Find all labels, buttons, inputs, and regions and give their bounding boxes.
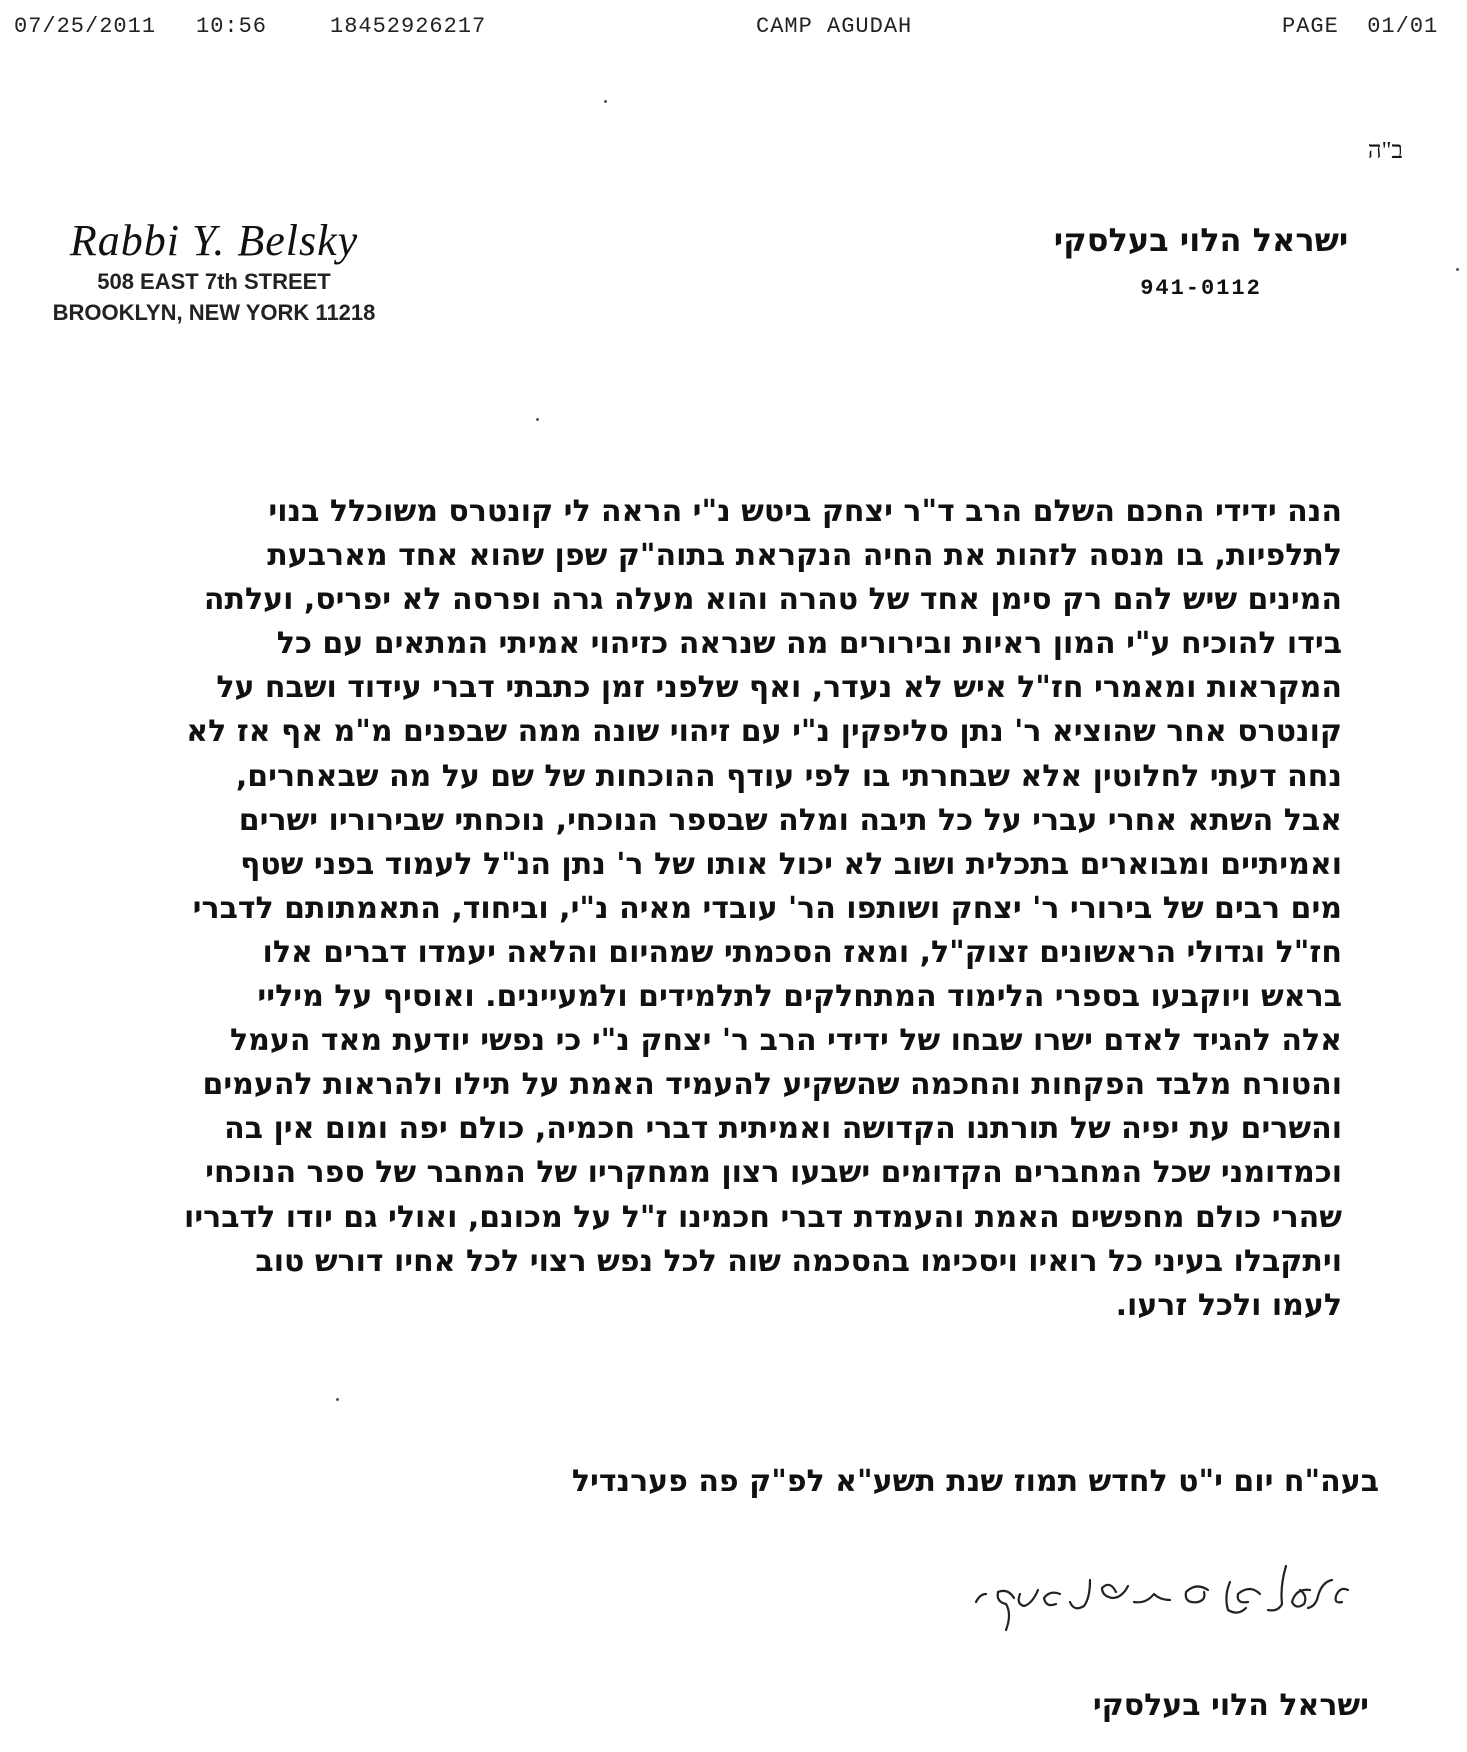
- scan-speck: [604, 100, 607, 103]
- body-line: והטורח מלבד הפקחות והחכמה שהשקיע להעמיד האמת על תילו ולהראות להעמים: [202, 1067, 1342, 1103]
- printed-signature-name: ישראל הלוי בעלסקי: [1092, 1688, 1369, 1723]
- hebrew-rabbi-name: ישראל הלוי בעלסקי: [1053, 221, 1349, 259]
- city-address: BROOKLYN, NEW YORK 11218: [52, 300, 376, 325]
- english-rabbi-name: Rabbi Y. Belsky: [69, 216, 359, 265]
- body-line: הנה ידידי החכם השלם הרב ד"ר יצחק ביטש נ"י הראה לי קונטרס משוכלל בנוי: [268, 494, 1342, 529]
- body-line: אלה להגיד לאדם ישרו שבחו של ידידי הרב ר' יצחק נ"י כי נפשי יודעת מאד העמל: [230, 1023, 1342, 1059]
- street-address: 508 EAST 7th STREET: [97, 269, 331, 294]
- body-line: חז"ל וגדולי הראשונים זצוק"ל, ומאז הסכמתי שמהיום והלאה יעמדו דברים אלו: [262, 934, 1342, 970]
- fax-header: [0, 10, 1467, 40]
- body-line: אבל השתא אחרי עברי על כל תיבה ומלה שבספר הנוכחי, נוכחתי שבירוריו ישרים: [238, 802, 1342, 838]
- body-line: ואמיתיים ומבוארים בתכלית ושוב לא יכול אותו של ר' נתן הנ"ל לעמוד בפני שטף: [240, 846, 1342, 882]
- fax-date: 07/25/2011: [14, 14, 157, 39]
- body-line: בידו להוכיח ע"י המון ראיות ובירורים מה שנראה כזיהוי אמיתי המתאים עם כל: [276, 626, 1342, 662]
- body-line: המקראות ומאמרי חז"ל איש לא נעדר, ואף שלפני זמן כתבתי דברי עידוד ושבח על: [216, 670, 1342, 706]
- fax-station-name: CAMP AGUDAH: [756, 14, 913, 39]
- body-line: בראש ויוקבעו בספרי הלימוד המתחלקים לתלמידים ולמעיינים. ואוסיף על מיליי: [257, 979, 1342, 1015]
- scan-speck: [336, 1398, 339, 1401]
- english-letterhead: [24, 216, 404, 328]
- hebrew-letterhead: [991, 218, 1411, 301]
- body-line: ויתקבלו בעיני כל רואיו ויסכימו בהסכמה שוה לכל נפש רצוי לכל אחיו דורש טוב: [255, 1243, 1342, 1279]
- body-line: וכמדומני שכל המחברים הקדומים ישבעו רצון ממחקריו של המחבר של ספר הנוכחי: [205, 1155, 1342, 1191]
- letter-body: [120, 490, 1342, 1328]
- dateline: בעה"ח יום י"ט לחדש תמוז שנת תשע"א לפ"ק פה פערנדיל: [571, 1464, 1379, 1499]
- body-line: קונטרס אחר שהוציא ר' נתן סליפקין נ"י עם זיהוי שונה ממה שבפנים מ"מ אף אז לא: [186, 714, 1342, 750]
- fax-time: 10:56: [196, 14, 268, 39]
- handwritten-signature: [960, 1560, 1360, 1670]
- body-line: והשרים עת יפיה של תורתנו הקדושה ואמיתית דברי חכמיה, כולם יפה ומום אין בה: [224, 1111, 1342, 1147]
- hebrew-letterhead-phone: 941-0112: [1140, 276, 1262, 301]
- body-line: לתלפיות, בו מנסה לזהות את החיה הנקראת בתוה"ק שפן שהוא אחד מארבעת: [267, 538, 1342, 574]
- scan-speck: [1456, 268, 1459, 271]
- bh-abbreviation: ב"ה: [1367, 138, 1403, 164]
- body-line: לעמו ולכל זרעו.: [1115, 1287, 1342, 1323]
- body-line: המינים שיש להם רק סימן אחד של טהרה והוא מעלה גרה ופרסה לא יפריס, ועלתה: [203, 582, 1342, 618]
- body-line: מים רבים של בירורי ר' יצחק ושותפו הר' עובדי מאיה נ"י, וביחוד, התאמתותם לדברי: [192, 890, 1342, 926]
- fax-page-count: PAGE 01/01: [1282, 14, 1439, 39]
- scan-speck: [536, 418, 539, 421]
- body-line: נחה דעתי לחלוטין אלא שבחרתי בו לפי עודף ההוכחות של שם על מה שבאחרים,: [235, 758, 1342, 794]
- body-line: שהרי כולם מחפשים האמת והעמדת דברי חכמינו ז"ל על מכונם, ואולי גם יודו לדבריו: [184, 1199, 1342, 1235]
- fax-phone-number: 18452926217: [330, 14, 487, 39]
